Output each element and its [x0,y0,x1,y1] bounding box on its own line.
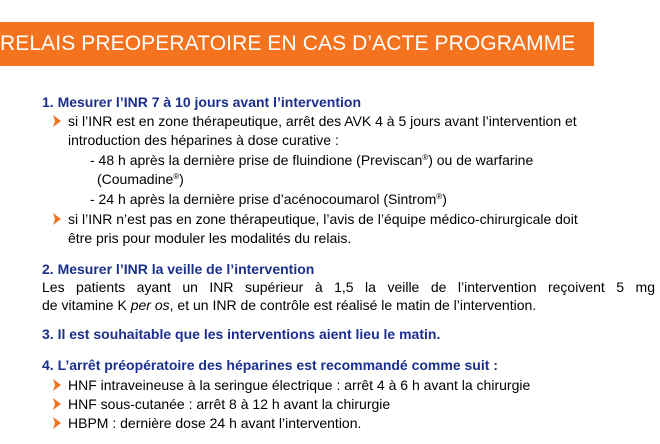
s1-dash-1-line-2: (Coumadine®) [97,171,184,187]
page-title: RELAIS PREOPERATOIRE EN CAS D’ACTE PROGRAMME [0,32,576,55]
section-4-heading: 4. L’arrêt préopératoire des héparines est recommandé comme suit : [42,357,498,373]
s2-line-2: de vitamine K per os, et un INR de contrôle est réalisé le matin de l’intervention. [42,297,537,313]
s4-item: HNF sous-cutanée : arrêt 8 à 12 h avant la chirurgie [68,396,391,412]
section-2-heading: 2. Mesurer l’INR la veille de l’intervention [42,261,315,277]
s2-line-1: Les patients ayant un INR supérieur à 1,5 la veille de l’intervention reçoivent 5 mg [42,279,655,295]
bullet-arrow-icon [53,379,61,391]
bullet-arrow-icon [53,398,61,410]
s1-bullet-2-line-1: si l’INR n’est pas en zone thérapeutique, l’avis de l’équipe médico-chirurgicale doit [68,211,578,227]
s1-bullet-1-line-2: introduction des héparines à dose curative : [68,132,339,148]
section-1-heading: 1. Mesurer l’INR 7 à 10 jours avant l’intervention [42,94,361,110]
s1-dash-2: - 24 h après la dernière prise d’acénocoumarol (Sintrom®) [90,191,447,207]
bullet-arrow-icon [53,115,61,127]
s4-item: HBPM : dernière dose 24 h avant l’intervention. [68,415,362,431]
bullet-arrow-icon [53,417,61,429]
s4-item: HNF intraveineuse à la seringue électrique : arrêt 4 à 6 h avant la chirurgie [68,377,531,393]
section-3-heading: 3. Il est souhaitable que les interventions aient lieu le matin. [42,326,441,342]
bullet-arrow-icon [53,213,61,225]
s1-bullet-1-line-1: si l’INR est en zone thérapeutique, arrêt des AVK 4 à 5 jours avant l’intervention et [68,113,577,129]
title-banner [0,22,594,66]
s1-dash-1-line-1: - 48 h après la dernière prise de fluindione (Previscan®) ou de warfarine [90,152,534,168]
s1-bullet-2-line-2: être pris pour moduler les modalités du relais. [68,230,352,246]
